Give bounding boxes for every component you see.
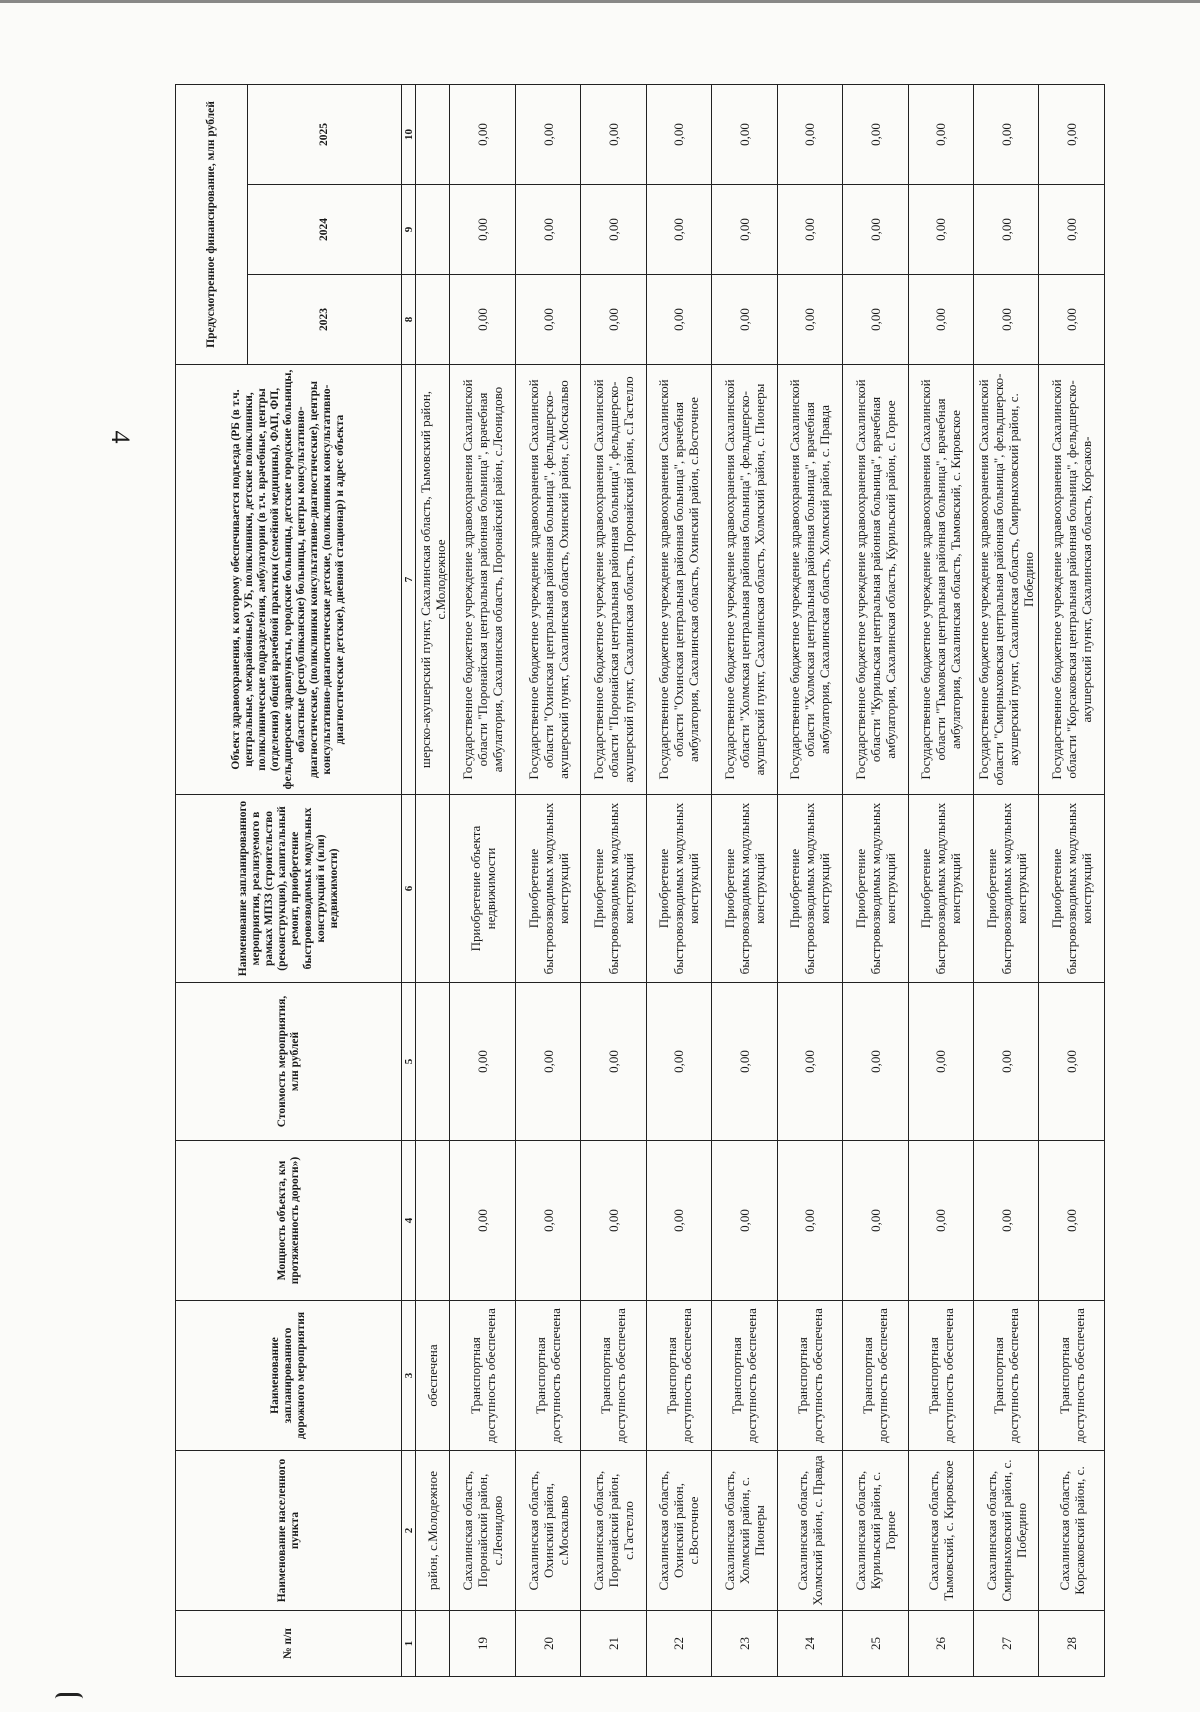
cell-2023: 0,00 [973, 275, 1038, 365]
cell-cost: 0,00 [515, 983, 580, 1141]
cell-object: Государственное бюджетное учреждение здравоохранения Сахалинской области "Корсаковская центральная районная больница", фельдшерско-акушерский пункт, Сахалинская область, Корсаков- [1039, 365, 1105, 795]
cell-2025: 0,00 [1039, 84, 1105, 184]
cell-capacity: 0,00 [777, 1141, 842, 1301]
cell-2024: 0,00 [515, 185, 580, 275]
cell-planned-event: Приобретение быстровозводимых модульных конструкций [973, 795, 1038, 983]
cell-2024: 0,00 [712, 185, 777, 275]
cell-road-event: Транспортная доступность обеспечена [777, 1301, 842, 1451]
cell-cost: 0,00 [777, 983, 842, 1141]
continuation-row [416, 84, 450, 1676]
cell-2025 [416, 84, 450, 184]
cell-capacity: 0,00 [581, 1141, 646, 1301]
cell-no: 25 [843, 1611, 908, 1677]
header-capacity: Мощность объекта, км протяженность дороги») [176, 1141, 402, 1301]
cell-planned-event: Приобретение быстровозводимых модульных конструкций [843, 795, 908, 983]
cell-road-event: Транспортная доступность обеспечена [450, 1301, 515, 1451]
cell-2024: 0,00 [908, 185, 973, 275]
cell-cost: 0,00 [908, 983, 973, 1141]
cell-2023: 0,00 [908, 275, 973, 365]
scan-mark [55, 1693, 83, 1702]
header-object: Объект здравоохранения, к которому обеспечивается подъезда (РБ (в т.ч. центральные, межрайонные), УБ, поликлиники, детские поликлиники, поликлинические подразделения, амбулатории (в т.ч. врачебные, центры (отделения) общей врачебной практики (семейной медицины), ФАП, ФП, фельдшерские здравпункты, городские больницы, детские городские больницы, областные (республиканские) больницы, центры консультативно-диагностические, (поликлиники консультативно-диагностические), центры консультативно-диагностические детские, (поликлиники консультативно-диагностические детские), дневной стационар) и адрес объекта [176, 365, 402, 795]
table-row [450, 84, 515, 1676]
cell-settlement: Сахалинская область, Поронайский район, с.Леонидово [450, 1451, 515, 1611]
cell-2023 [416, 275, 450, 365]
cell-2025: 0,00 [581, 84, 646, 184]
cell-planned-event: Приобретение быстровозводимых модульных конструкций [1039, 795, 1105, 983]
cell-2023: 0,00 [515, 275, 580, 365]
column-index: 2 [402, 1451, 416, 1611]
cell-no: 21 [581, 1611, 646, 1677]
cell-2024: 0,00 [843, 185, 908, 275]
cell-road-event: обеспечена [416, 1301, 450, 1451]
header-planned-event: Наименование запланированного мероприятия, реализуемого в рамках МПЗЗ (строительство (реконструкция), капитальный ремонт, приобретение быстровозводимых модульных конструкций и (или) недвижимости) [176, 795, 402, 983]
cell-2025: 0,00 [515, 84, 580, 184]
cell-object: Государственное бюджетное учреждение здравоохранения Сахалинской области "Тымовская центральная районная больница", врачебная амбулатория, Сахалинская область, Тымовский, с. Кировское [908, 365, 973, 795]
table-row [777, 84, 842, 1676]
cell-settlement: Сахалинская область, Охинский район, с.Москальво [515, 1451, 580, 1611]
cell-capacity [416, 1141, 450, 1301]
header-cost: Стоимость мероприятия, млн рублей [176, 983, 402, 1141]
cell-no: 24 [777, 1611, 842, 1677]
cell-road-event: Транспортная доступность обеспечена [843, 1301, 908, 1451]
cell-road-event: Транспортная доступность обеспечена [973, 1301, 1038, 1451]
cell-road-event: Транспортная доступность обеспечена [515, 1301, 580, 1451]
cell-planned-event: Приобретение быстровозводимых модульных конструкций [777, 795, 842, 983]
cell-capacity: 0,00 [908, 1141, 973, 1301]
cell-no: 23 [712, 1611, 777, 1677]
cell-capacity: 0,00 [843, 1141, 908, 1301]
cell-planned-event: Приобретение быстровозводимых модульных конструкций [908, 795, 973, 983]
cell-object: Государственное бюджетное учреждение здравоохранения Сахалинской области "Охинская центральная районная больница", фельдшерско-акушерский пункт, Сахалинская область, Охинский район, с.Москальво [515, 365, 580, 795]
cell-no [416, 1611, 450, 1677]
cell-capacity: 0,00 [450, 1141, 515, 1301]
rotated-sheet [175, 85, 1105, 1677]
header-road-event: Наименование запланированного дорожного мероприятия [176, 1301, 402, 1451]
cell-2023: 0,00 [646, 275, 711, 365]
cell-2025: 0,00 [908, 84, 973, 184]
cell-planned-event: Приобретение быстровозводимых модульных конструкций [515, 795, 580, 983]
cell-capacity: 0,00 [1039, 1141, 1105, 1301]
header-funding: Предусмотренное финансирование, млн рублей [176, 84, 248, 364]
cell-cost: 0,00 [450, 983, 515, 1141]
cell-object: Государственное бюджетное учреждение здравоохранения Сахалинской области "Поронайская центральная районная больница", фельдшерско-акушерский пункт, Сахалинская область, Поронайский район, с.Гастелло [581, 365, 646, 795]
cell-cost: 0,00 [712, 983, 777, 1141]
header-year-2025: 2025 [248, 84, 402, 184]
column-index: 10 [402, 84, 416, 184]
cell-object: Государственное бюджетное учреждение здравоохранения Сахалинской области "Охинская центральная районная больница", врачебная амбулатория, Сахалинская область, Охинский район, с.Восточное [646, 365, 711, 795]
column-index: 5 [402, 983, 416, 1141]
cell-2023: 0,00 [777, 275, 842, 365]
cell-planned-event: Приобретение быстровозводимых модульных конструкций [581, 795, 646, 983]
cell-2023: 0,00 [581, 275, 646, 365]
cell-2025: 0,00 [450, 84, 515, 184]
cell-settlement: Сахалинская область, Смирныховский район, с. Победино [973, 1451, 1038, 1611]
header-row-1 [176, 84, 248, 1676]
column-index: 4 [402, 1141, 416, 1301]
table-row [712, 84, 777, 1676]
cell-2023: 0,00 [1039, 275, 1105, 365]
cell-2025: 0,00 [843, 84, 908, 184]
column-index: 7 [402, 365, 416, 795]
cell-settlement: Сахалинская область, Охинский район, с.Восточное [646, 1451, 711, 1611]
cell-settlement: Сахалинская область, Корсаковский район, с. [1039, 1451, 1105, 1611]
column-index: 6 [402, 795, 416, 983]
cell-no: 28 [1039, 1611, 1105, 1677]
cell-cost: 0,00 [973, 983, 1038, 1141]
column-index: 1 [402, 1611, 416, 1677]
cell-object: Государственное бюджетное учреждение здравоохранения Сахалинской области "Смирныховская центральная районная больница", фельдшерско-акушерский пункт, Сахалинская область, Смирныховский район, с. Победино [973, 365, 1038, 795]
cell-cost: 0,00 [1039, 983, 1105, 1141]
table-row [515, 84, 580, 1676]
cell-planned-event: Приобретение быстровозводимых модульных конструкций [646, 795, 711, 983]
table-row [973, 84, 1038, 1676]
table-row [908, 84, 973, 1676]
cell-road-event: Транспортная доступность обеспечена [646, 1301, 711, 1451]
cell-capacity: 0,00 [973, 1141, 1038, 1301]
cell-road-event: Транспортная доступность обеспечена [712, 1301, 777, 1451]
cell-object: Государственное бюджетное учреждение здравоохранения Сахалинской области "Поронайская центральная районная больница", врачебная амбулатория, Сахалинская область, Поронайский район, с.Леонидово [450, 365, 515, 795]
cell-no: 26 [908, 1611, 973, 1677]
cell-settlement: Сахалинская область, Поронайский район, с.Гастелло [581, 1451, 646, 1611]
header-settlement: Наименование населенного пункта [176, 1451, 402, 1611]
cell-2025: 0,00 [777, 84, 842, 184]
cell-2025: 0,00 [973, 84, 1038, 184]
cell-settlement: Сахалинская область, Холмский район, с. Пионеры [712, 1451, 777, 1611]
cell-cost: 0,00 [581, 983, 646, 1141]
cell-cost: 0,00 [646, 983, 711, 1141]
table-row [581, 84, 646, 1676]
cell-road-event: Транспортная доступность обеспечена [908, 1301, 973, 1451]
header-year-2024: 2024 [248, 185, 402, 275]
cell-2025: 0,00 [712, 84, 777, 184]
cell-no: 20 [515, 1611, 580, 1677]
column-index-row [402, 84, 416, 1676]
cell-2024: 0,00 [450, 185, 515, 275]
cell-no: 19 [450, 1611, 515, 1677]
cell-capacity: 0,00 [712, 1141, 777, 1301]
scan-top-edge [0, 0, 1200, 3]
cell-planned-event: Приобретение объекта недвижимости [450, 795, 515, 983]
cell-2024 [416, 185, 450, 275]
page-number: 4 [106, 430, 135, 444]
table-body [450, 84, 1105, 1676]
cell-road-event: Транспортная доступность обеспечена [1039, 1301, 1105, 1451]
cell-capacity: 0,00 [515, 1141, 580, 1301]
cell-settlement: Сахалинская область, Тымовский, с. Кировское [908, 1451, 973, 1611]
cell-2024: 0,00 [646, 185, 711, 275]
cell-2024: 0,00 [581, 185, 646, 275]
cell-2023: 0,00 [843, 275, 908, 365]
table-row [843, 84, 908, 1676]
cell-settlement: Сахалинская область, Курильский район, с. Горное [843, 1451, 908, 1611]
healthcare-objects-table [175, 84, 1105, 1677]
cell-planned-event: Приобретение быстровозводимых модульных конструкций [712, 795, 777, 983]
cell-settlement: район, с.Молодежное [416, 1451, 450, 1611]
cell-cost: 0,00 [843, 983, 908, 1141]
column-index: 8 [402, 275, 416, 365]
cell-object: Государственное бюджетное учреждение здравоохранения Сахалинской области "Курильская центральная районная больница", врачебная амбулатория, Сахалинская область, Курильский район, с. Горное [843, 365, 908, 795]
cell-2024: 0,00 [777, 185, 842, 275]
cell-object: шерско-акушерский пункт, Сахалинская область, Тымовский район, с.Молодежное [416, 365, 450, 795]
cell-2025: 0,00 [646, 84, 711, 184]
cell-cost [416, 983, 450, 1141]
cell-object: Государственное бюджетное учреждение здравоохранения Сахалинской области "Холмская центральная районная больница", фельдшерско-акушерский пункт, Сахалинская область, Холмский район, с. Пионеры [712, 365, 777, 795]
cell-settlement: Сахалинская область, Холмский район, с. Правда [777, 1451, 842, 1611]
cell-no: 22 [646, 1611, 711, 1677]
table-row [646, 84, 711, 1676]
cell-planned-event [416, 795, 450, 983]
cell-2023: 0,00 [450, 275, 515, 365]
cell-2024: 0,00 [1039, 185, 1105, 275]
cell-capacity: 0,00 [646, 1141, 711, 1301]
cell-2024: 0,00 [973, 185, 1038, 275]
cell-road-event: Транспортная доступность обеспечена [581, 1301, 646, 1451]
column-index: 9 [402, 185, 416, 275]
cell-no: 27 [973, 1611, 1038, 1677]
table-row [1039, 84, 1105, 1676]
column-index: 3 [402, 1301, 416, 1451]
cell-object: Государственное бюджетное учреждение здравоохранения Сахалинской области "Холмская центральная районная больница", врачебная амбулатория, Сахалинская область, Холмский район, с. Правда [777, 365, 842, 795]
header-year-2023: 2023 [248, 275, 402, 365]
cell-2023: 0,00 [712, 275, 777, 365]
header-no: № п/п [176, 1611, 402, 1677]
